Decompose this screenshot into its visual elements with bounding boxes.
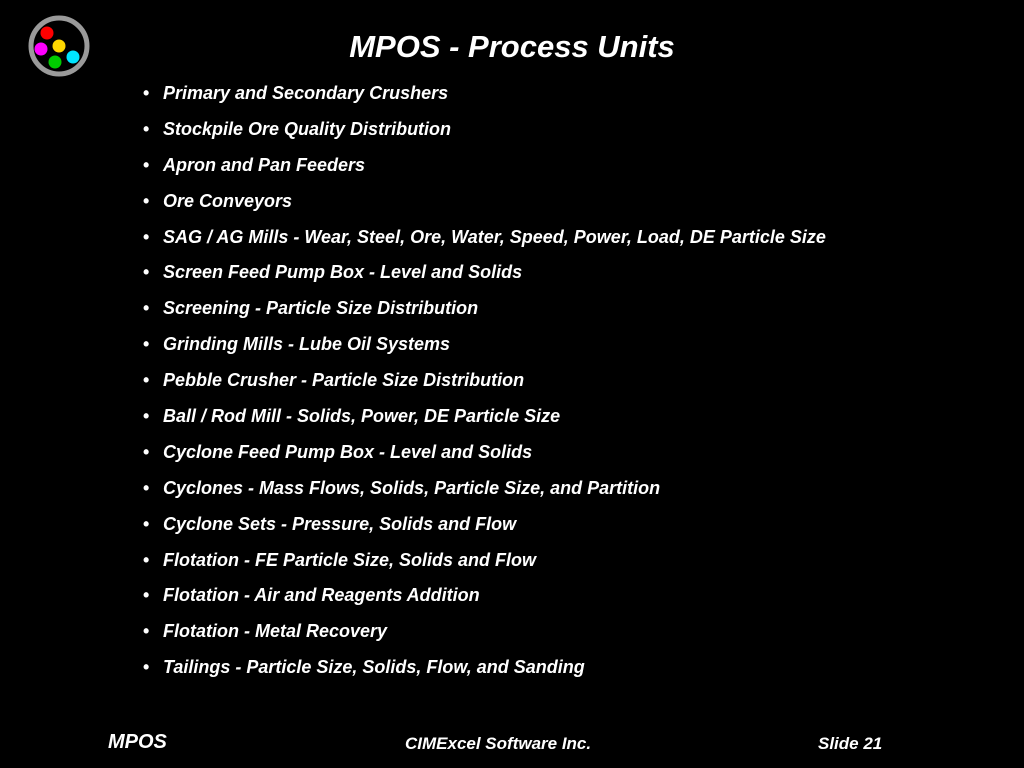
bullet-text: Screening - Particle Size Distribution [163,298,479,319]
bullet-text: Ball / Rod Mill - Solids, Power, DE Particle Size [163,406,561,427]
footer-slide-number: Slide 21 [818,734,883,753]
bullet-dot: • [143,334,150,355]
bullet-item-lube-oil [143,330,826,366]
slide-title: MPOS - Process Units [349,29,675,64]
bullet-dot: • [143,621,150,642]
bullet-text: Flotation - Metal Recovery [163,621,388,642]
bullet-text: Ore Conveyors [163,190,293,211]
bullet-dot: • [143,549,150,570]
bullet-item-primary-crushers [143,79,826,115]
bullet-item-screen-feed [143,258,826,294]
bullet-text: Apron and Pan Feeders [163,154,366,175]
bullet-dot: • [143,477,150,498]
bullet-text: Tailings - Particle Size, Solids, Flow, and Sanding [163,657,585,678]
bullet-item-cyclone-sets [143,510,826,546]
bullet-dot: • [143,441,150,462]
bullet-item-cyclones [143,474,826,510]
bullet-dot: • [143,262,150,283]
bullet-item-conveyors [143,187,826,223]
bullet-item-screening [143,294,826,330]
bullet-dot: • [143,118,150,139]
bullet-text: Cyclone Sets - Pressure, Solids and Flow [163,513,517,534]
bullet-item-stockpile [143,115,826,151]
bullet-text: Screen Feed Pump Box - Level and Solids [163,262,523,283]
bullet-item-flotation-air [143,581,826,617]
footer-product-name: MPOS [108,731,167,753]
bullet-dot: • [143,585,150,606]
bullet-item-pebble-crusher [143,366,826,402]
bullet-dot: • [143,298,150,319]
bullet-dot: • [143,83,150,103]
bullet-item-flotation-recovery [143,617,826,653]
bullet-dot: • [143,513,150,534]
bullet-text: Primary and Secondary Crushers [163,83,449,103]
bullet-item-tailings [143,653,826,689]
bullet-dot: • [143,226,150,247]
bullet-text: Flotation - FE Particle Size, Solids and Flow [163,549,537,570]
bullet-item-ball-rod-mill [143,402,826,438]
bullet-dot: • [143,154,150,175]
bullet-text: Grinding Mills - Lube Oil Systems [163,334,451,355]
bullet-dot: • [143,406,150,427]
bullet-dot: • [143,657,150,678]
bullet-item-feeders [143,151,826,187]
bullet-item-flotation-particle [143,546,826,582]
bullet-list [143,79,826,689]
bullet-text: Cyclone Feed Pump Box - Level and Solids [163,441,533,462]
footer-company-name: CIMExcel Software Inc. [405,734,592,753]
bullet-text: Flotation - Air and Reagents Addition [163,585,480,606]
bullet-item-sag-ag-mills [143,223,826,259]
bullet-text: Stockpile Ore Quality Distribution [163,118,452,139]
bullet-text: SAG / AG Mills - Wear, Steel, Ore, Water, Speed, Power, Load, DE Particle Size [163,226,826,247]
bullet-text: Cyclones - Mass Flows, Solids, Particle Size, and Partition [163,477,661,498]
bullet-dot: • [143,370,150,391]
bullet-item-cyclone-feed [143,438,826,474]
bullet-dot: • [143,190,150,211]
bullet-text: Pebble Crusher - Particle Size Distribution [163,370,525,391]
